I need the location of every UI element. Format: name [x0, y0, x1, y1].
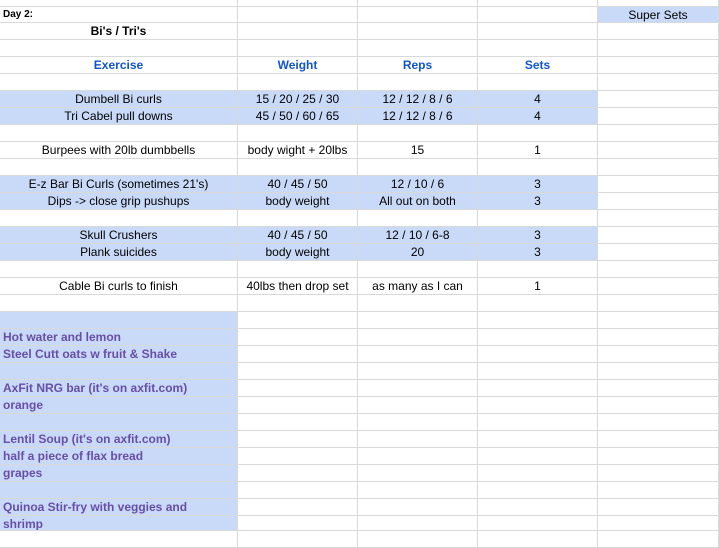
grid-cell[interactable] — [238, 431, 358, 448]
grid-cell[interactable] — [478, 482, 598, 499]
exercise-name[interactable]: Skull Crushers — [0, 227, 238, 244]
meal-blank[interactable] — [0, 482, 238, 499]
grid-cell[interactable] — [478, 397, 598, 414]
exercise-name[interactable]: E-z Bar Bi Curls (sometimes 21's) — [0, 176, 238, 193]
grid-cell[interactable] — [0, 261, 238, 278]
exercise-weight[interactable]: 40 / 45 / 50 — [238, 176, 358, 193]
grid-cell[interactable] — [0, 0, 238, 7]
grid-cell[interactable] — [238, 295, 358, 312]
grid-cell[interactable] — [238, 448, 358, 465]
exercise-sets[interactable]: 3 — [478, 227, 598, 244]
grid-cell[interactable] — [238, 465, 358, 482]
exercise-name[interactable]: Tri Cabel pull downs — [0, 108, 238, 125]
exercise-sets[interactable]: 3 — [478, 193, 598, 210]
grid-cell[interactable] — [598, 363, 719, 380]
grid-cell[interactable] — [478, 74, 598, 91]
grid-cell[interactable] — [238, 482, 358, 499]
grid-cell[interactable] — [598, 193, 719, 210]
grid-cell[interactable] — [358, 397, 478, 414]
grid-cell[interactable] — [0, 159, 238, 176]
grid-cell[interactable] — [358, 499, 478, 516]
grid-cell[interactable] — [358, 380, 478, 397]
grid-cell[interactable] — [238, 346, 358, 363]
grid-cell[interactable] — [238, 499, 358, 516]
page-title[interactable]: Bi's / Tri's — [0, 23, 238, 40]
grid-cell[interactable] — [478, 0, 598, 7]
grid-cell[interactable] — [238, 414, 358, 431]
grid-cell[interactable] — [238, 40, 358, 57]
exercise-sets[interactable]: 4 — [478, 91, 598, 108]
meal-item[interactable]: shrimp — [0, 516, 238, 531]
grid-cell[interactable] — [238, 531, 358, 548]
grid-cell[interactable] — [598, 414, 719, 431]
grid-cell[interactable] — [358, 74, 478, 91]
exercise-weight[interactable]: body wight + 20lbs — [238, 142, 358, 159]
grid-cell[interactable] — [238, 380, 358, 397]
grid-cell[interactable] — [478, 380, 598, 397]
grid-cell[interactable] — [238, 125, 358, 142]
grid-cell[interactable] — [478, 125, 598, 142]
grid-cell[interactable] — [238, 210, 358, 227]
grid-cell[interactable] — [478, 40, 598, 57]
grid-cell[interactable] — [598, 531, 719, 548]
super-sets-label[interactable]: Super Sets — [598, 7, 719, 23]
grid-cell[interactable] — [0, 210, 238, 227]
grid-cell[interactable] — [238, 516, 358, 531]
exercise-reps[interactable]: 20 — [358, 244, 478, 261]
exercise-name[interactable]: Dumbell Bi curls — [0, 91, 238, 108]
meal-item[interactable]: half a piece of flax bread — [0, 448, 238, 465]
grid-cell[interactable] — [358, 346, 478, 363]
exercise-name[interactable]: Dips -> close grip pushups — [0, 193, 238, 210]
grid-cell[interactable] — [358, 363, 478, 380]
grid-cell[interactable] — [598, 108, 719, 125]
grid-cell[interactable] — [598, 57, 719, 74]
exercise-name[interactable]: Burpees with 20lb dumbbells — [0, 142, 238, 159]
meal-item[interactable]: grapes — [0, 465, 238, 482]
grid-cell[interactable] — [478, 516, 598, 531]
exercise-weight[interactable]: 40 / 45 / 50 — [238, 227, 358, 244]
grid-cell[interactable] — [358, 448, 478, 465]
grid-cell[interactable] — [598, 125, 719, 142]
exercise-weight[interactable]: 40lbs then drop set — [238, 278, 358, 295]
grid-cell[interactable] — [238, 329, 358, 346]
grid-cell[interactable] — [598, 74, 719, 91]
grid-cell[interactable] — [238, 261, 358, 278]
exercise-name[interactable]: Cable Bi curls to finish — [0, 278, 238, 295]
grid-cell[interactable] — [0, 125, 238, 142]
grid-cell[interactable] — [478, 414, 598, 431]
grid-cell[interactable] — [598, 516, 719, 531]
grid-cell[interactable] — [0, 531, 238, 548]
grid-cell[interactable] — [0, 74, 238, 91]
grid-cell[interactable] — [598, 278, 719, 295]
grid-cell[interactable] — [358, 7, 478, 23]
grid-cell[interactable] — [238, 159, 358, 176]
header-sets[interactable]: Sets — [478, 57, 598, 74]
grid-cell[interactable] — [598, 91, 719, 108]
grid-cell[interactable] — [598, 261, 719, 278]
grid-cell[interactable] — [598, 380, 719, 397]
grid-cell[interactable] — [598, 159, 719, 176]
grid-cell[interactable] — [478, 363, 598, 380]
exercise-reps[interactable]: 12 / 10 / 6 — [358, 176, 478, 193]
grid-cell[interactable] — [358, 431, 478, 448]
grid-cell[interactable] — [478, 346, 598, 363]
day-label[interactable]: Day 2: — [0, 7, 238, 23]
grid-cell[interactable] — [598, 397, 719, 414]
grid-cell[interactable] — [358, 0, 478, 7]
exercise-weight[interactable]: body weight — [238, 193, 358, 210]
grid-cell[interactable] — [598, 482, 719, 499]
exercise-sets[interactable]: 4 — [478, 108, 598, 125]
grid-cell[interactable] — [358, 23, 478, 40]
grid-cell[interactable] — [598, 176, 719, 193]
grid-cell[interactable] — [478, 448, 598, 465]
grid-cell[interactable] — [238, 312, 358, 329]
grid-cell[interactable] — [478, 465, 598, 482]
exercise-reps[interactable]: 12 / 10 / 6-8 — [358, 227, 478, 244]
header-exercise[interactable]: Exercise — [0, 57, 238, 74]
grid-cell[interactable] — [598, 227, 719, 244]
grid-cell[interactable] — [598, 40, 719, 57]
exercise-sets[interactable]: 1 — [478, 142, 598, 159]
exercise-weight[interactable]: body weight — [238, 244, 358, 261]
grid-cell[interactable] — [358, 40, 478, 57]
grid-cell[interactable] — [598, 295, 719, 312]
exercise-weight[interactable]: 45 / 50 / 60 / 65 — [238, 108, 358, 125]
grid-cell[interactable] — [238, 363, 358, 380]
exercise-name[interactable]: Plank suicides — [0, 244, 238, 261]
grid-cell[interactable] — [358, 329, 478, 346]
grid-cell[interactable] — [598, 312, 719, 329]
grid-cell[interactable] — [598, 448, 719, 465]
exercise-reps[interactable]: 12 / 12 / 8 / 6 — [358, 108, 478, 125]
grid-cell[interactable] — [358, 482, 478, 499]
grid-cell[interactable] — [598, 346, 719, 363]
grid-cell[interactable] — [358, 531, 478, 548]
meal-item[interactable]: AxFit NRG bar (it's on axfit.com) — [0, 380, 238, 397]
grid-cell[interactable] — [238, 7, 358, 23]
grid-cell[interactable] — [478, 312, 598, 329]
grid-cell[interactable] — [358, 295, 478, 312]
grid-cell[interactable] — [598, 499, 719, 516]
grid-cell[interactable] — [238, 23, 358, 40]
grid-cell[interactable] — [0, 40, 238, 57]
grid-cell[interactable] — [358, 516, 478, 531]
meal-item[interactable]: orange — [0, 397, 238, 414]
grid-cell[interactable] — [478, 159, 598, 176]
grid-cell[interactable] — [358, 261, 478, 278]
grid-cell[interactable] — [478, 329, 598, 346]
exercise-sets[interactable]: 3 — [478, 176, 598, 193]
grid-cell[interactable] — [478, 210, 598, 227]
grid-cell[interactable] — [238, 0, 358, 7]
grid-cell[interactable] — [358, 465, 478, 482]
grid-cell[interactable] — [478, 261, 598, 278]
exercise-reps[interactable]: as many as I can — [358, 278, 478, 295]
grid-cell[interactable] — [238, 397, 358, 414]
exercise-reps[interactable]: 15 — [358, 142, 478, 159]
grid-cell[interactable] — [478, 431, 598, 448]
meal-blank[interactable] — [0, 414, 238, 431]
grid-cell[interactable] — [598, 23, 719, 40]
meal-item[interactable]: Lentil Soup (it's on axfit.com) — [0, 431, 238, 448]
grid-cell[interactable] — [478, 7, 598, 23]
grid-cell[interactable] — [358, 159, 478, 176]
meal-item[interactable]: Hot water and lemon — [0, 329, 238, 346]
meal-item[interactable]: Steel Cutt oats w fruit & Shake — [0, 346, 238, 363]
exercise-reps[interactable]: All out on both — [358, 193, 478, 210]
grid-cell[interactable] — [478, 295, 598, 312]
grid-cell[interactable] — [598, 210, 719, 227]
grid-cell[interactable] — [238, 74, 358, 91]
header-reps[interactable]: Reps — [358, 57, 478, 74]
grid-cell[interactable] — [478, 499, 598, 516]
meal-item[interactable]: Quinoa Stir-fry with veggies and — [0, 499, 238, 516]
header-weight[interactable]: Weight — [238, 57, 358, 74]
exercise-weight[interactable]: 15 / 20 / 25 / 30 — [238, 91, 358, 108]
grid-cell[interactable] — [358, 125, 478, 142]
exercise-sets[interactable]: 3 — [478, 244, 598, 261]
exercise-sets[interactable]: 1 — [478, 278, 598, 295]
grid-cell[interactable] — [358, 312, 478, 329]
grid-cell[interactable] — [598, 329, 719, 346]
grid-cell[interactable] — [598, 244, 719, 261]
grid-cell[interactable] — [598, 0, 719, 7]
grid-cell[interactable] — [598, 431, 719, 448]
grid-cell[interactable] — [358, 414, 478, 431]
meal-blank[interactable] — [0, 363, 238, 380]
grid-cell[interactable] — [0, 295, 238, 312]
meal-blank[interactable] — [0, 312, 238, 329]
grid-cell[interactable] — [598, 142, 719, 159]
grid-cell[interactable] — [478, 23, 598, 40]
grid-cell[interactable] — [598, 465, 719, 482]
exercise-reps[interactable]: 12 / 12 / 8 / 6 — [358, 91, 478, 108]
grid-cell[interactable] — [478, 531, 598, 548]
grid-cell[interactable] — [358, 210, 478, 227]
